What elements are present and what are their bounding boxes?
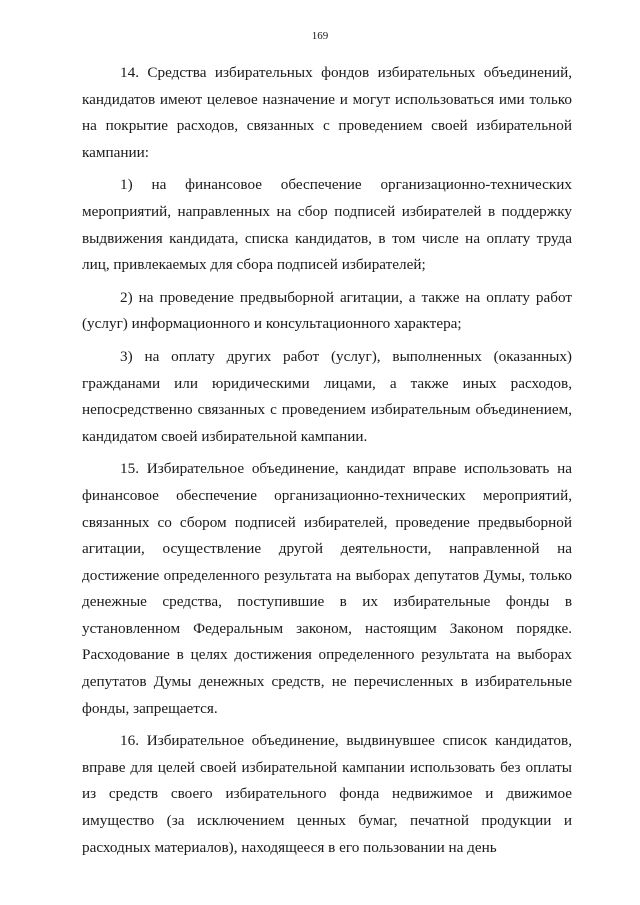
text-line: мероприятий, направленных на сбор подписей избирателей в поддержку — [82, 202, 572, 220]
text-line: 15. Избирательное объединение, кандидат вправе использовать на — [120, 460, 572, 478]
text-line: кандидатом своей избирательной кампании. — [82, 427, 368, 445]
text-line: агитации, осуществление другой деятельности, направленной на — [82, 540, 572, 558]
paragraph — [82, 172, 572, 278]
text-line: 14. Средства избирательных фондов избирательных объединений, — [120, 64, 572, 81]
text-line: связанных со сбором подписей избирателей, проведение предвыборной — [82, 513, 572, 531]
text-line: Расходование в целях достижения определенного результата на выборах — [82, 646, 572, 664]
text-line: 3) на оплату других работ (услуг), выполненных (оказанных) — [120, 347, 572, 365]
text-line: кандидатов имеют целевое назначение и могут использоваться ими только — [82, 90, 572, 108]
text-line: установленном Федеральным законом, настоящим Законом порядке. — [82, 619, 572, 637]
page-number: 169 — [311, 30, 329, 42]
text-line: выдвижения кандидата, списка кандидатов, в том числе на оплату труда — [82, 229, 572, 247]
text-line: на покрытие расходов, связанных с проведением своей избирательной — [82, 117, 572, 135]
text-line: непосредственно связанных с проведением избирательным объединением, — [82, 401, 572, 419]
text-line: имущество (за исключением ценных бумаг, печатной продукции и — [82, 812, 572, 830]
paragraph — [82, 456, 572, 722]
paragraph — [82, 60, 572, 166]
text-line: достижение определенного результата на выборах депутатов Думы, только — [82, 566, 572, 584]
text-line: кампании: — [82, 143, 149, 161]
text-line: финансовое обеспечение организационно-технических мероприятий, — [82, 486, 572, 504]
text-line: 2) на проведение предвыборной агитации, а также на оплату работ — [120, 288, 572, 306]
paragraph — [82, 728, 572, 861]
text-line: фонды, запрещается. — [82, 699, 218, 717]
text-line: денежные средства, поступившие в их избирательные фонды в — [82, 593, 572, 611]
text-line: гражданами или юридическими лицами, а также иных расходов, — [82, 374, 572, 392]
text-line: 16. Избирательное объединение, выдвинувшее список кандидатов, — [120, 732, 572, 750]
paragraph — [82, 344, 572, 450]
text-line: 1) на финансовое обеспечение организационно-технических — [120, 176, 572, 194]
text-line: лиц, привлекаемых для сбора подписей избирателей; — [82, 256, 426, 274]
text-line: депутатов Думы денежных средств, не перечисленных в избирательные — [82, 673, 572, 691]
text-line: из средств своего избирательного фонда недвижимое и движимое — [82, 785, 572, 803]
document-body — [82, 60, 572, 861]
text-line: расходных материалов), находящееся в его пользовании на день — [82, 838, 497, 856]
text-line: (услуг) информационного и консультационного характера; — [82, 315, 462, 333]
paragraph — [82, 285, 572, 338]
text-line: вправе для целей своей избирательной кампании использовать без оплаты — [82, 758, 572, 776]
